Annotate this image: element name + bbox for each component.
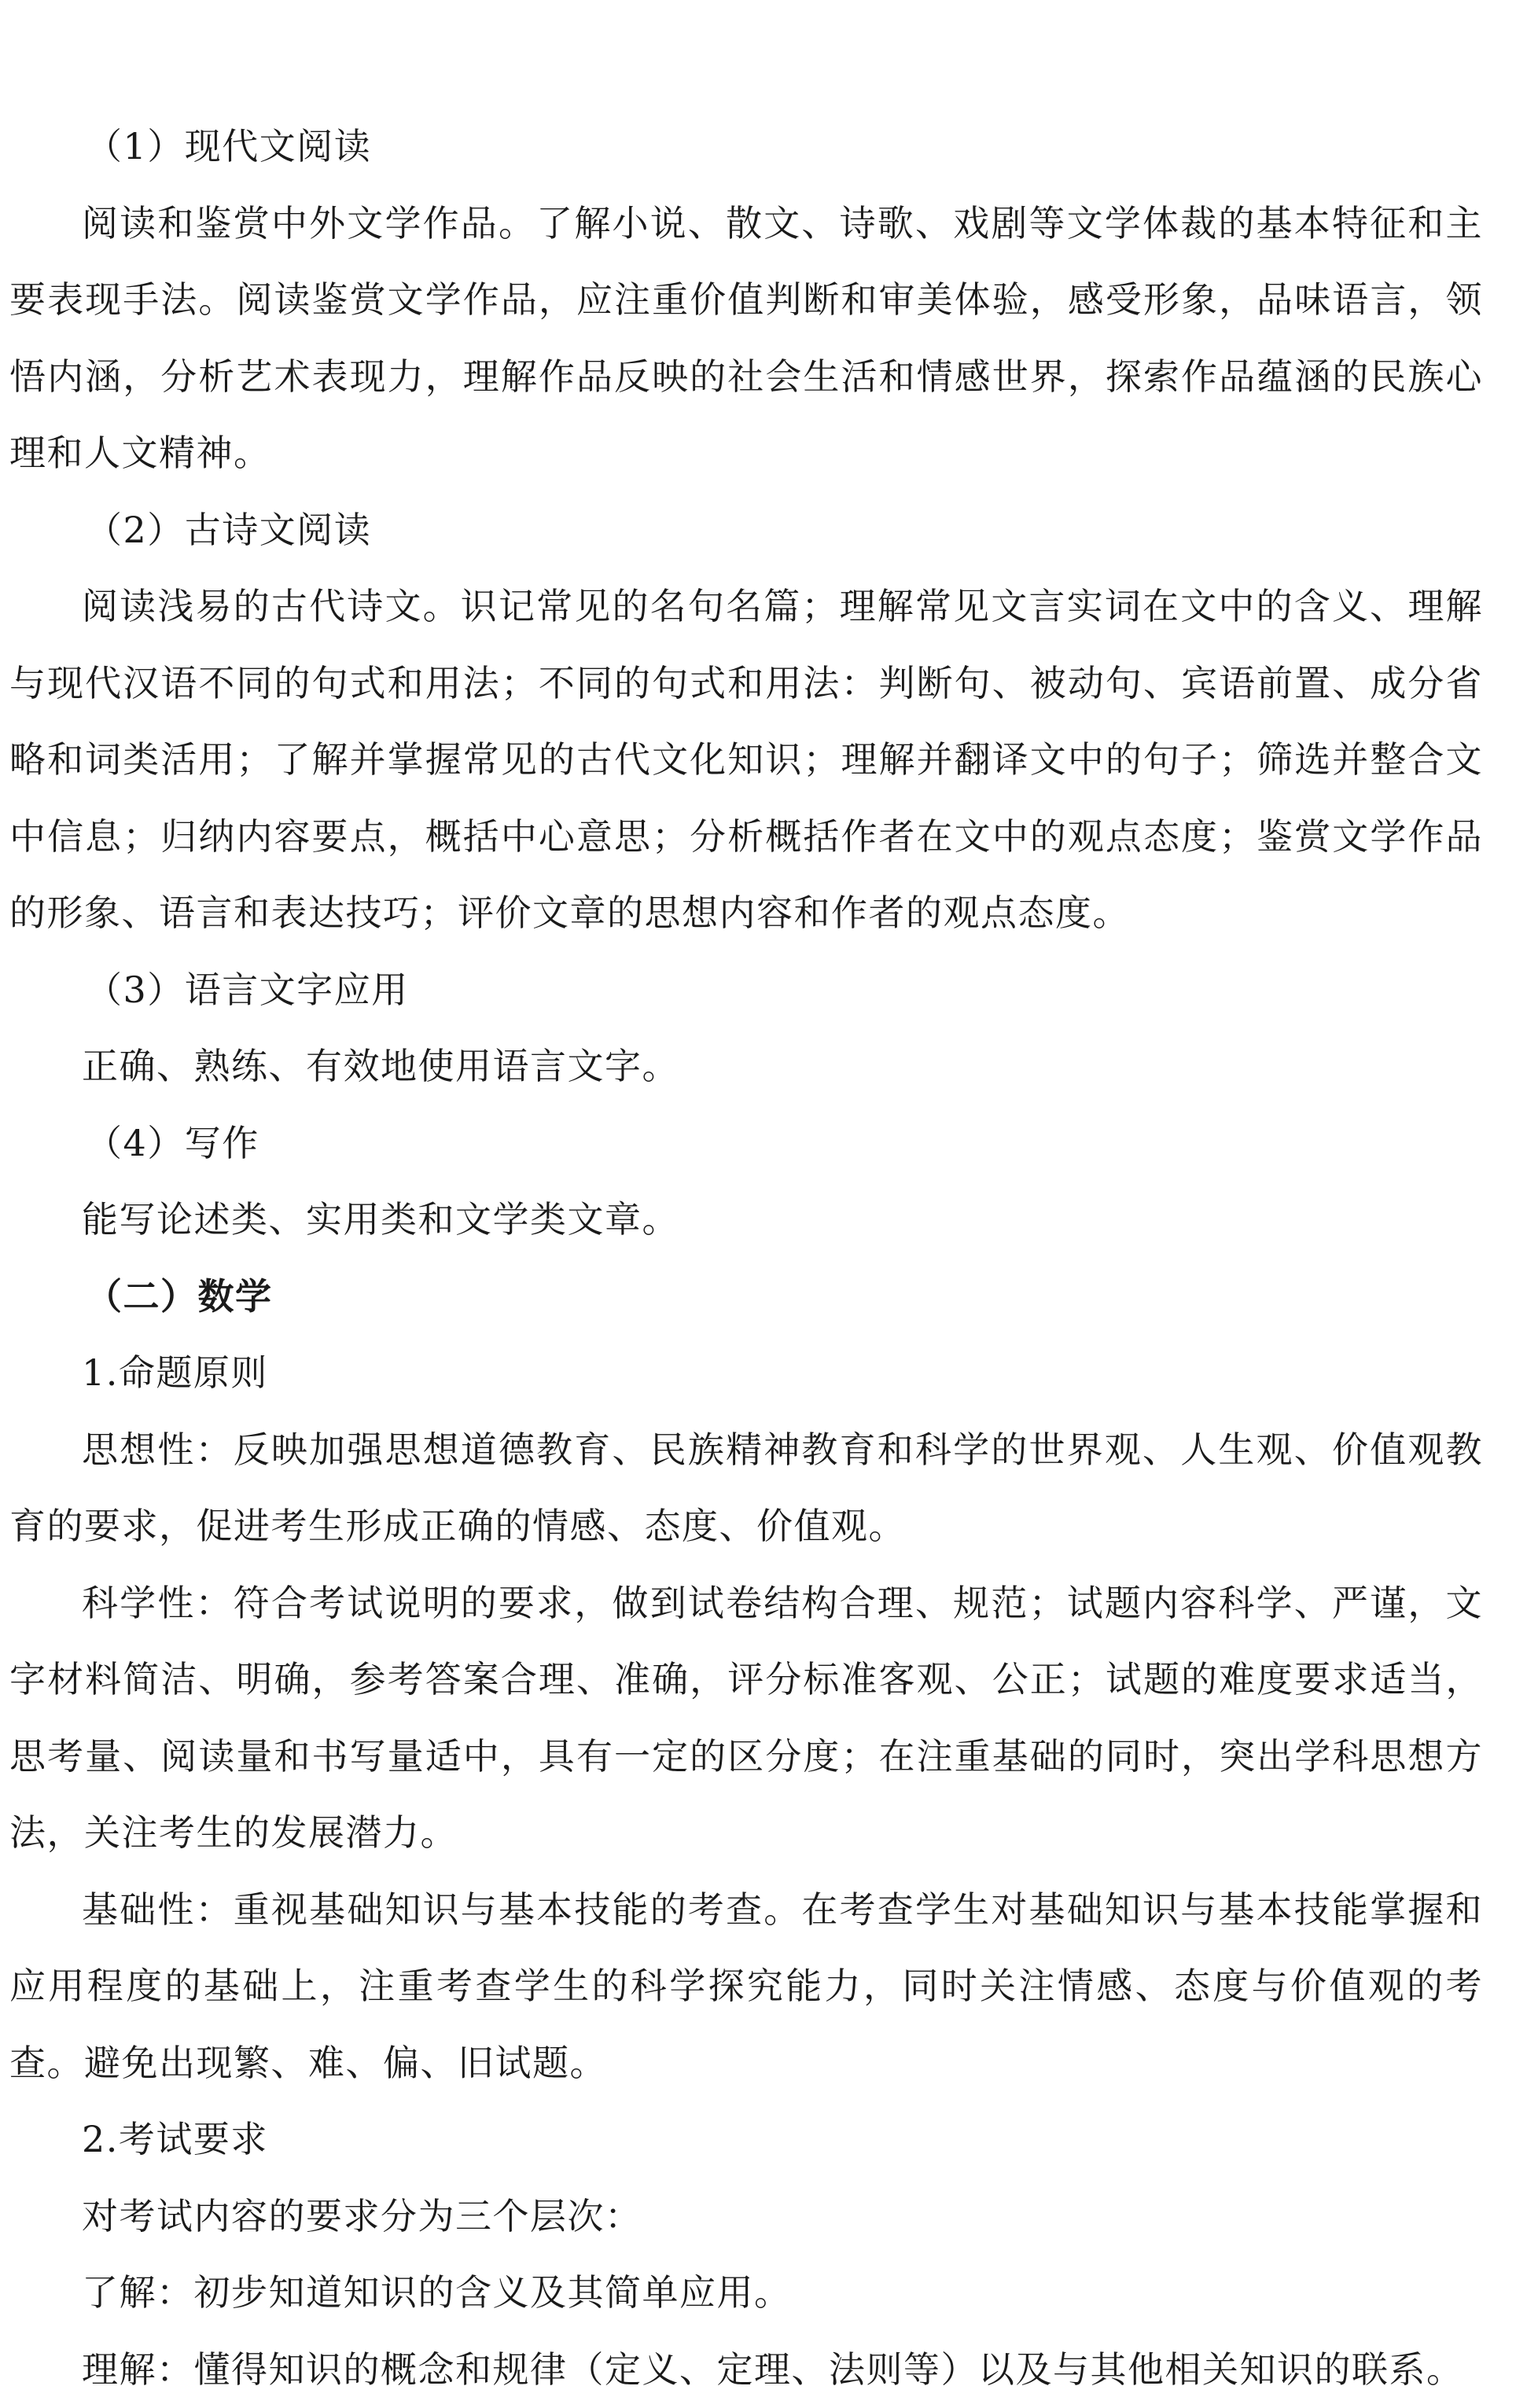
paragraph-scientific: 科学性：符合考试说明的要求，做到试卷结构合理、规范；试题内容科学、严谨，文字材料简洁、明确，参考答案合理、准确，评分标准客观、公正；试题的难度要求适当，思考量、阅读量和书写量适中，具有一定的区分度；在注重基础的同时，突出学科思想方法，关注考生的发展潜力。 bbox=[9, 1565, 1483, 1872]
paragraph-classical-reading: 阅读浅易的古代诗文。识记常见的名句名篇；理解常见文言实词在文中的含义、理解与现代汉语不同的句式和用法；不同的句式和用法：判断句、被动句、宾语前置、成分省略和词类活用；了解并掌握常见的古代文化知识；理解并翻译文中的句子；筛选并整合文中信息；归纳内容要点，概括中心意思；分析概括作者在文中的观点态度；鉴赏文学作品的形象、语言和表达技巧；评价文章的思想内容和作者的观点态度。 bbox=[9, 568, 1483, 952]
document-body bbox=[9, 108, 1483, 2408]
section-heading-math: （二）数学 bbox=[9, 1259, 1483, 1336]
heading-language-use: （3）语言文字应用 bbox=[9, 952, 1483, 1029]
heading-writing: （4）写作 bbox=[9, 1105, 1483, 1182]
paragraph-levels: 对考试内容的要求分为三个层次： bbox=[9, 2178, 1483, 2255]
paragraph-writing: 能写论述类、实用类和文学类文章。 bbox=[9, 1182, 1483, 1259]
paragraph-modern-reading: 阅读和鉴赏中外文学作品。了解小说、散文、诗歌、戏剧等文学体裁的基本特征和主要表现手法。阅读鉴赏文学作品，应注重价值判断和审美体验，感受形象，品味语言，领悟内涵，分析艺术表现力，理解作品反映的社会生活和情感世界，探索作品蕴涵的民族心理和人文精神。 bbox=[9, 186, 1483, 492]
paragraph-language-use: 正确、熟练、有效地使用语言文字。 bbox=[9, 1028, 1483, 1105]
paragraph-know-level: 了解：初步知道知识的含义及其简单应用。 bbox=[9, 2255, 1483, 2332]
heading-proposition-principles: 1.命题原则 bbox=[9, 1335, 1483, 1412]
heading-modern-reading: （1）现代文阅读 bbox=[9, 108, 1483, 186]
paragraph-ideology: 思想性：反映加强思想道德教育、民族精神教育和科学的世界观、人生观、价值观教育的要求，促进考生形成正确的情感、态度、价值观。 bbox=[9, 1412, 1483, 1565]
paragraph-understand-level: 理解：懂得知识的概念和规律（定义、定理、法则等）以及与其他相关知识的联系。 bbox=[9, 2332, 1483, 2408]
heading-exam-requirements: 2.考试要求 bbox=[9, 2101, 1483, 2178]
paragraph-fundamental: 基础性：重视基础知识与基本技能的考查。在考查学生对基础知识与基本技能掌握和应用程度的基础上，注重考查学生的科学探究能力，同时关注情感、态度与价值观的考查。避免出现繁、难、偏、旧试题。 bbox=[9, 1872, 1483, 2102]
heading-classical-reading: （2）古诗文阅读 bbox=[9, 492, 1483, 569]
